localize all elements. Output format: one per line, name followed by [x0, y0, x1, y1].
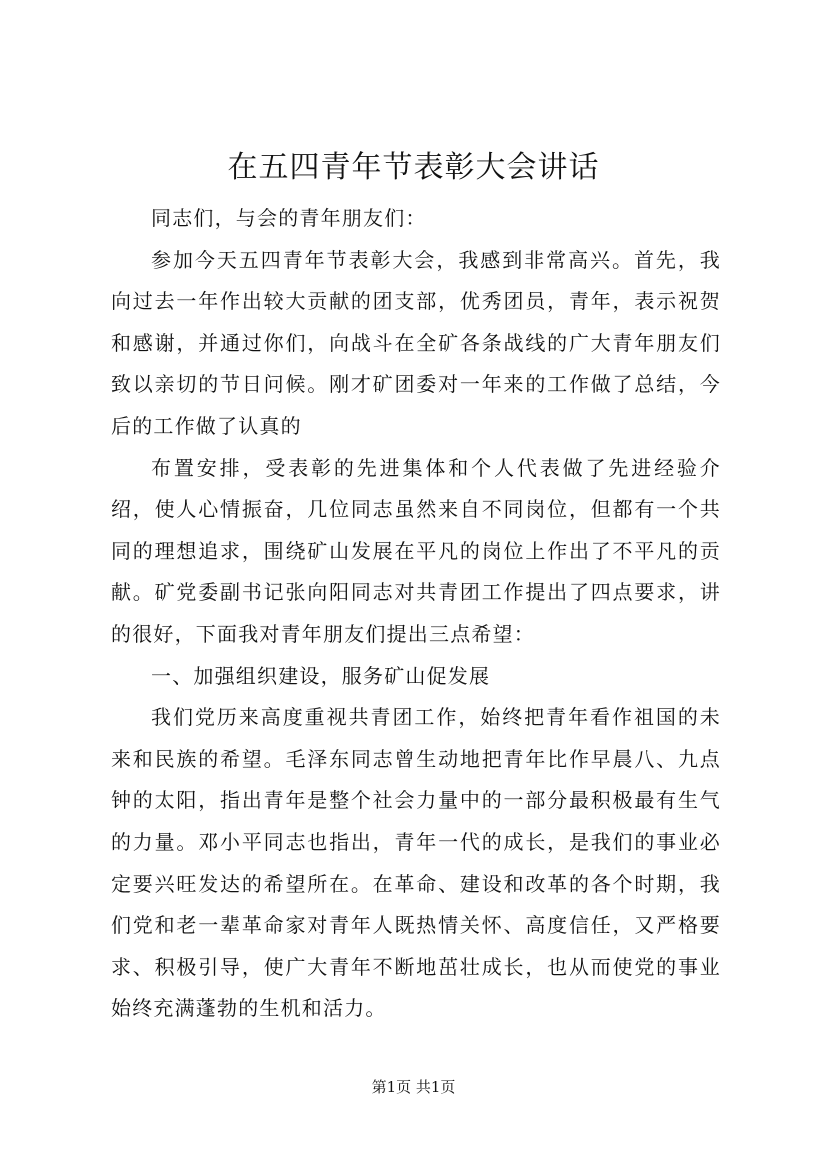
section-body-paragraph: 我们党历来高度重视共青团工作，始终把青年看作祖国的未来和民族的希望。毛泽东同志曾生动地把青年比作早晨八、九点钟的太阳，指出青年是整个社会力量中的一部分最积极最有生气的力量。邓小平同志也指出，青年一代的成长，是我们的事业必定要兴旺发达的希望所在。在革命、建设和改革的各个时期，我们党和老一辈革命家对青年人既热情关怀、高度信任，又严格要求、积极引导，使广大青年不断地茁壮成长，也从而使党的事业始终充满蓬勃的生机和活力。 — [111, 705, 721, 1021]
review-paragraph: 布置安排，受表彰的先进集体和个人代表做了先进经验介绍，使人心情振奋，几位同志虽然来自不同岗位，但都有一个共同的理想追求，围绕矿山发展在平凡的岗位上作出了不平凡的贡献。矿党委副书记张向阳同志对共青团工作提出了四点要求，讲的很好，下面我对青年朋友们提出三点希望： — [111, 455, 721, 646]
salutation-paragraph: 同志们，与会的青年朋友们： — [151, 206, 427, 230]
page-footer: 第1页 共1页 — [371, 1078, 456, 1096]
section-heading: 一、加强组织建设，服务矿山促发展 — [151, 663, 491, 688]
document-body — [111, 198, 721, 1030]
document-title: 在五四青年节表彰大会讲话 — [227, 150, 600, 185]
opening-paragraph: 参加今天五四青年节表彰大会，我感到非常高兴。首先，我向过去一年作出较大贡献的团支部，优秀团员，青年，表示祝贺和感谢，并通过你们，向战斗在全矿各条战线的广大青年朋友们致以亲切的节日问候。刚才矿团委对一年来的工作做了总结，今后的工作做了认真的 — [111, 247, 721, 438]
